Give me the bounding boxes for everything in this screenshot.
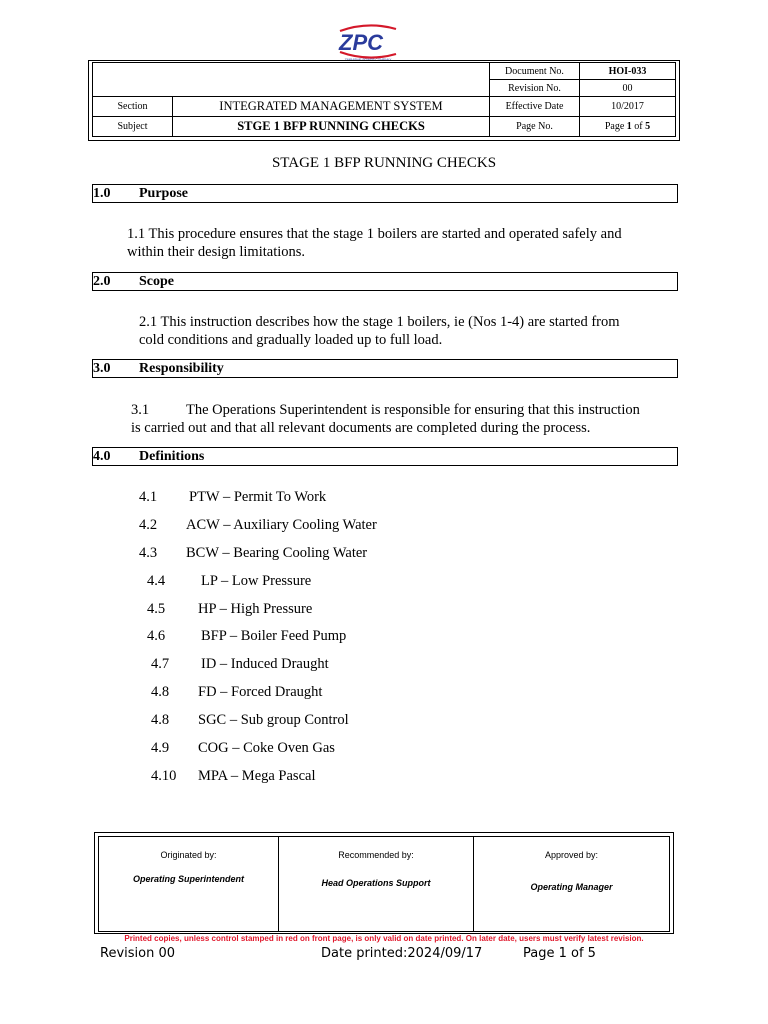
svg-text:ZPC: ZPC [339,30,383,55]
definition-text: LP – Low Pressure [201,573,312,589]
effective-date-value: 10/2017 [611,101,644,112]
purpose-line-2: within their design limitations. [127,244,306,260]
section-heading-scope: 2.0 Scope [92,272,678,291]
document-no-value: HOI-033 [608,65,647,77]
definition-text: COG – Coke Oven Gas [198,740,335,756]
definition-text: FD – Forced Draught [198,684,323,700]
originated-by-value: Operating Superintendent [132,874,244,884]
definition-text: PTW – Permit To Work [189,489,327,505]
definition-text: ID – Induced Draught [201,656,329,672]
document-no-label: Document No. [505,65,564,77]
definition-number: 4.10 [151,768,177,784]
logo-text: ZIMBABWE POWER COMPANY [344,58,392,62]
subject-value: STGE 1 BFP RUNNING CHECKS [237,119,425,133]
document-title: STAGE 1 BFP RUNNING CHECKS [271,155,497,171]
page-no-label: Page No. [516,121,553,132]
approved-by-label: Approved by: [544,850,599,860]
definition-number: 4.8 [151,712,170,728]
definition-number: 4.9 [151,740,170,756]
definition-number: 4.2 [139,517,158,533]
print-validity-warning: Printed copies, unless control stamped in red on front page, is only valid on date printed. On later date, users must verify latest revision. [124,934,644,943]
subject-label: Subject [117,121,148,132]
definition-text: MPA – Mega Pascal [198,768,316,784]
footer-revision: Revision 00 [100,946,176,961]
definition-text: ACW – Auxiliary Cooling Water [186,517,377,533]
definition-text: BCW – Bearing Cooling Water [186,545,368,561]
definition-text: BFP – Boiler Feed Pump [201,628,347,644]
definition-text: HP – High Pressure [198,601,313,617]
approval-table [98,836,670,932]
revision-no-label: Revision No. [508,82,561,94]
originated-by-label: Originated by: [160,850,217,860]
scope-line-2: cold conditions and gradually loaded up to full load. [139,332,443,348]
definition-number: 4.1 [139,489,158,505]
effective-date-label: Effective Date [505,101,564,112]
revision-no-value: 00 [622,82,633,94]
section-heading-purpose: 1.0 Purpose [92,184,678,203]
responsibility-line-2: is carried out and that all relevant documents are completed during the process. [131,420,591,436]
definition-number: 4.7 [151,656,170,672]
header-table [92,62,676,137]
section-label: Section [117,101,148,112]
approved-by-value: Operating Manager [530,882,613,892]
definition-number: 4.3 [139,545,158,561]
definition-number: 4.5 [147,601,166,617]
definition-number: 4.4 [147,573,166,589]
section-value: INTEGRATED MANAGEMENT SYSTEM [219,99,443,113]
definition-number: 4.6 [147,628,166,644]
responsibility-item-no: 3.1 [131,402,150,418]
footer-date-printed: Date printed:2024/09/17 [321,946,483,961]
company-logo [336,22,400,64]
page-no-value: Page 1 of 5 [604,121,651,132]
footer-page: Page 1 of 5 [523,946,596,961]
responsibility-line-1: The Operations Superintendent is responsible for ensuring that this instruction [186,402,640,418]
recommended-by-value: Head Operations Support [321,878,431,888]
definition-number: 4.8 [151,684,170,700]
scope-line-1: 2.1 This instruction describes how the stage 1 boilers, ie (Nos 1-4) are started from [139,314,620,330]
definition-text: SGC – Sub group Control [198,712,349,728]
section-heading-responsibility: 3.0 Responsibility [92,359,678,378]
section-heading-definitions: 4.0 Definitions [92,447,678,466]
recommended-by-label: Recommended by: [338,850,414,860]
purpose-line-1: 1.1 This procedure ensures that the stage 1 boilers are started and operated safely and [127,226,622,242]
